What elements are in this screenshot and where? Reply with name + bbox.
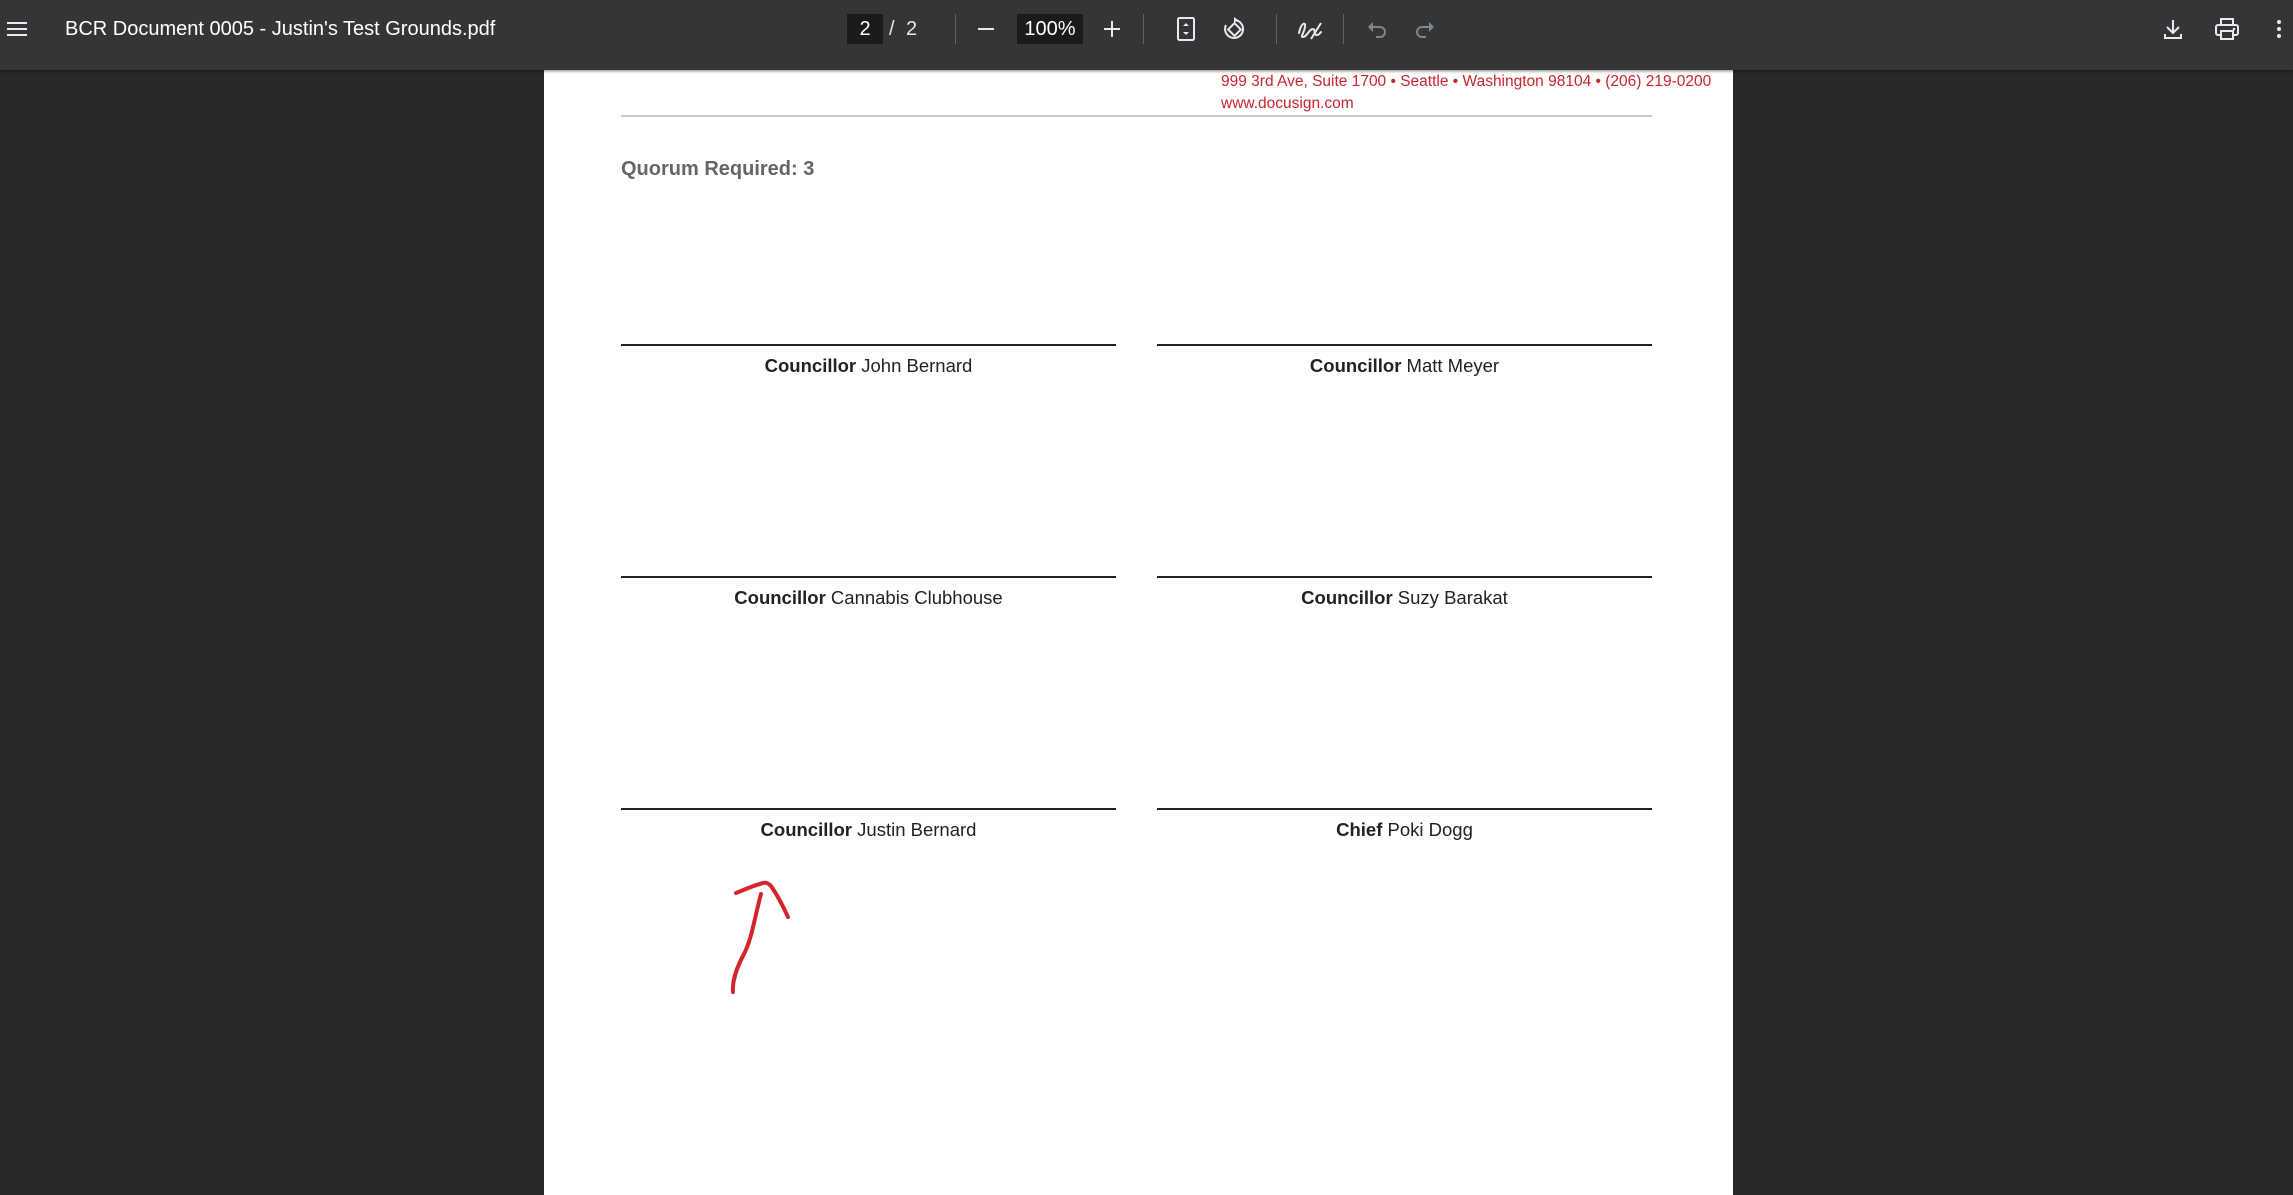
page-number-input[interactable] bbox=[847, 14, 883, 44]
signer-name: Justin Bernard bbox=[857, 819, 977, 840]
page-total: 2 bbox=[906, 18, 918, 40]
signature-block bbox=[621, 344, 1116, 377]
signature-line bbox=[1157, 344, 1652, 346]
signer-title: Councillor bbox=[760, 819, 853, 840]
toolbar-divider bbox=[1143, 14, 1144, 44]
signer-title: Chief bbox=[1336, 819, 1383, 840]
toolbar-divider bbox=[1343, 14, 1344, 44]
pdf-toolbar bbox=[0, 0, 2293, 70]
page-separator: / bbox=[889, 18, 895, 40]
signature-caption bbox=[621, 355, 1116, 377]
signature-block bbox=[621, 808, 1116, 841]
signer-title: Councillor bbox=[764, 355, 857, 376]
header-divider bbox=[621, 115, 1652, 117]
signature-block bbox=[1157, 808, 1652, 841]
zoom-in-icon[interactable] bbox=[1096, 14, 1128, 44]
fit-page-icon[interactable] bbox=[1170, 12, 1202, 46]
signature-line bbox=[1157, 576, 1652, 578]
draw-icon[interactable] bbox=[1293, 12, 1327, 46]
signature-block bbox=[1157, 576, 1652, 609]
header-website: www.docusign.com bbox=[1221, 95, 1354, 112]
pdf-viewer[interactable] bbox=[0, 70, 2293, 1195]
download-icon[interactable] bbox=[2156, 12, 2190, 46]
rotate-icon[interactable] bbox=[1217, 12, 1251, 46]
signer-name: Matt Meyer bbox=[1406, 355, 1500, 376]
more-options-icon[interactable] bbox=[2268, 12, 2290, 46]
zoom-level-input[interactable] bbox=[1017, 14, 1083, 44]
signature-caption bbox=[1157, 355, 1652, 377]
redo-icon[interactable] bbox=[1410, 12, 1440, 46]
print-icon[interactable] bbox=[2209, 12, 2245, 46]
signature-caption bbox=[1157, 819, 1652, 841]
signature-line bbox=[621, 808, 1116, 810]
signer-title: Councillor bbox=[1309, 355, 1402, 376]
document-title: BCR Document 0005 - Justin's Test Grounds.pdf bbox=[65, 18, 496, 40]
toolbar-divider bbox=[955, 14, 956, 44]
quorum-text: Quorum Required: 3 bbox=[621, 158, 815, 180]
pdf-page bbox=[544, 70, 1733, 1195]
signature-block bbox=[1157, 344, 1652, 377]
signature-block bbox=[621, 576, 1116, 609]
signer-name: Poki Dogg bbox=[1387, 819, 1473, 840]
hand-drawn-arrow-annotation[interactable] bbox=[724, 870, 814, 1000]
signature-line bbox=[621, 576, 1116, 578]
signer-name: Cannabis Clubhouse bbox=[830, 587, 1003, 608]
signature-caption bbox=[621, 819, 1116, 841]
signature-caption bbox=[621, 587, 1116, 609]
zoom-out-icon[interactable] bbox=[970, 14, 1002, 44]
signer-title: Councillor bbox=[734, 587, 826, 608]
signature-caption bbox=[1157, 587, 1652, 609]
signer-name: John Bernard bbox=[861, 355, 973, 376]
signature-line bbox=[1157, 808, 1652, 810]
hamburger-menu-icon[interactable] bbox=[0, 10, 34, 48]
signature-line bbox=[621, 344, 1116, 346]
signer-title: Councillor bbox=[1301, 587, 1393, 608]
toolbar-divider bbox=[1276, 14, 1277, 44]
header-address: 999 3rd Ave, Suite 1700 • Seattle • Washington 98104 • (206) 219-0200 bbox=[1221, 73, 1712, 90]
undo-icon[interactable] bbox=[1362, 12, 1392, 46]
signer-name: Suzy Barakat bbox=[1397, 587, 1508, 608]
